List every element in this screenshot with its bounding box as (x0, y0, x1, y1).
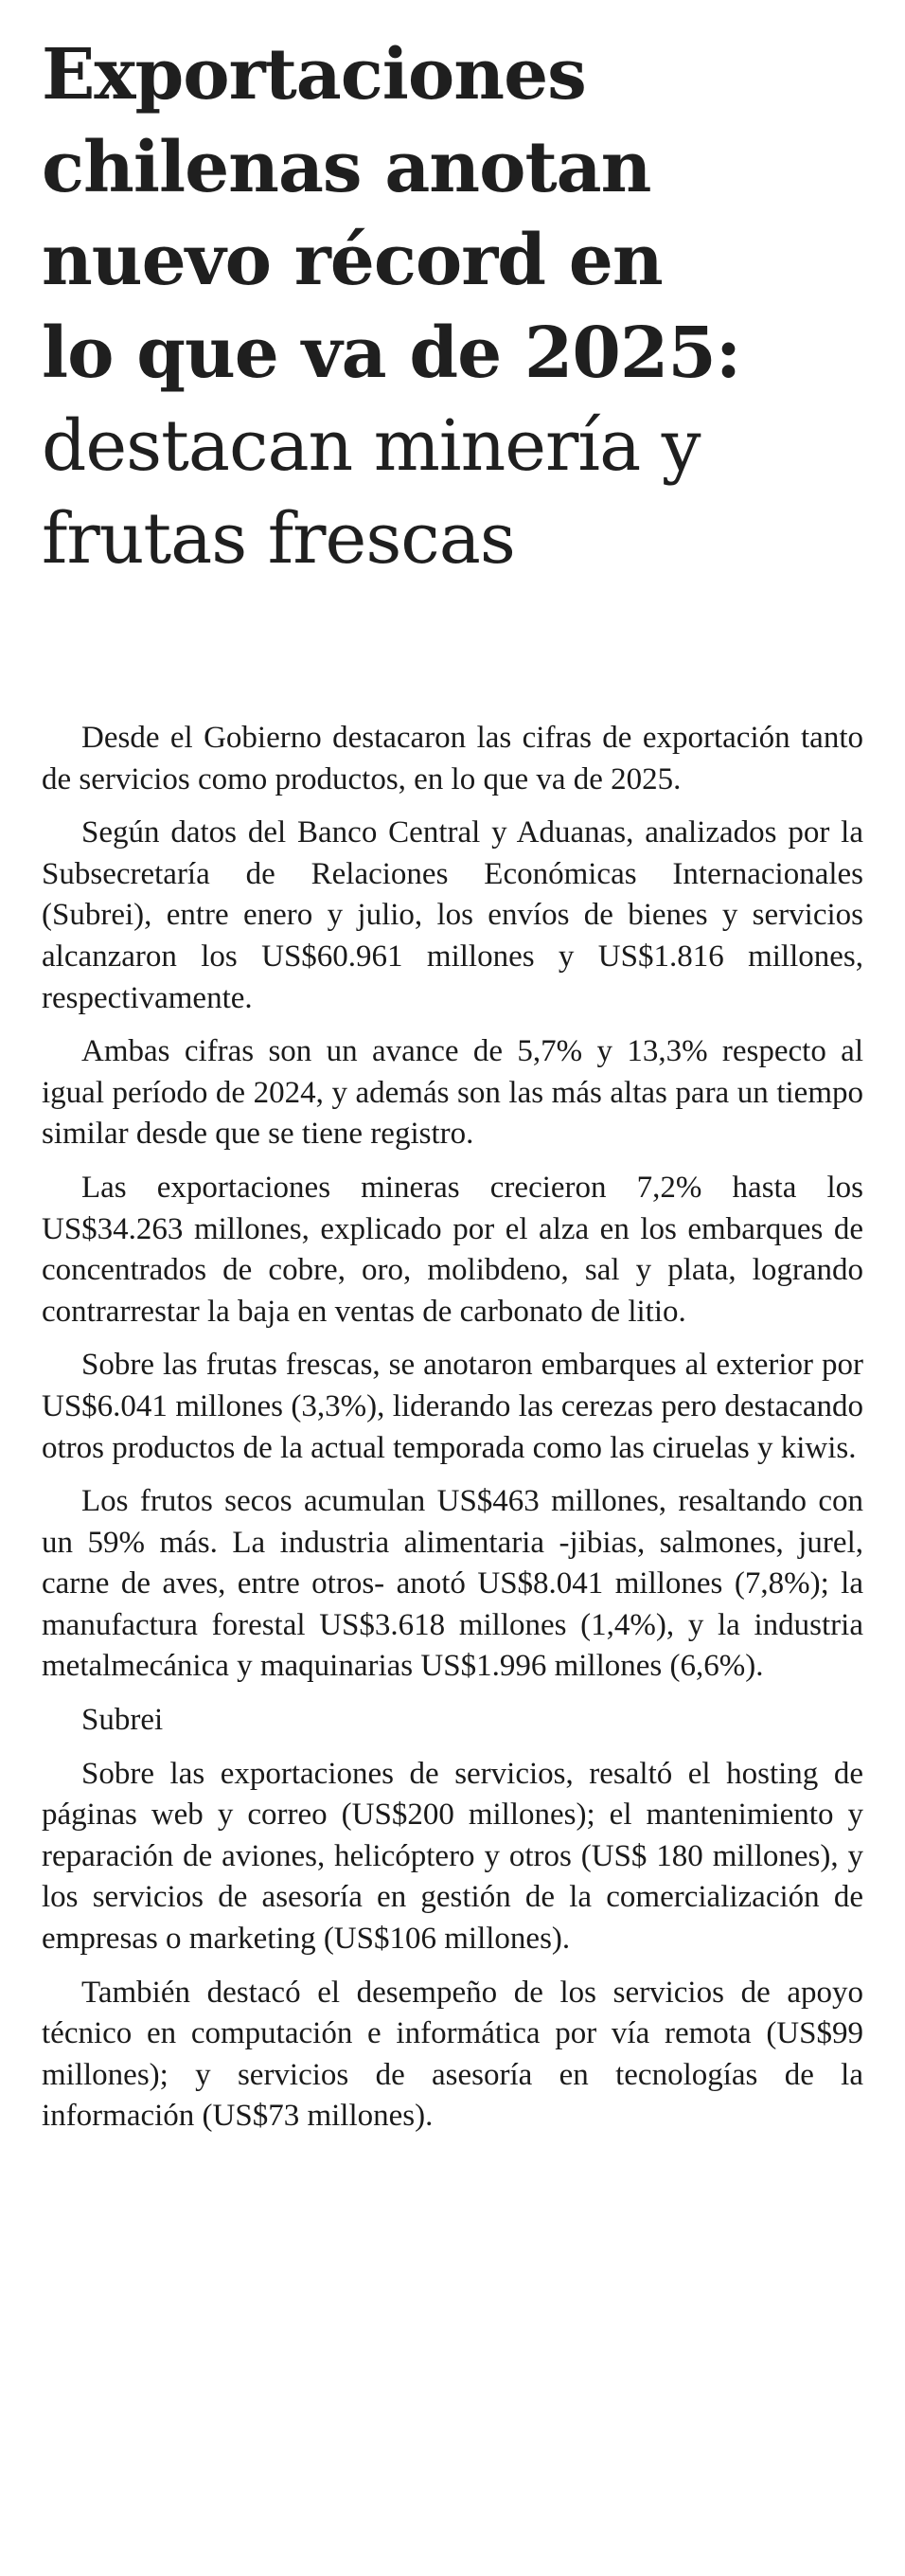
paragraph-source: Subrei (81, 1703, 164, 1738)
paragraph-services: Sobre las exportaciones de servicios, resaltó el hosting de páginas web y correo (US$200 millones); el mantenimiento y reparación de aviones, helicóptero y otros (US$ 180 millones), y los servicios de asesoría en gestión de la comercialización de empresas o marketing (US$106 millones). (42, 1756, 863, 1957)
headline-line: Exportaciones (42, 34, 586, 116)
paragraph-tech-services: También destacó el desempeño de los servicios de apoyo técnico en computación e informática por vía remota (US$99 millones); y servicios de asesoría en tecnologías de la información (US$73 millones). (42, 1975, 863, 2134)
article-body (42, 718, 863, 2150)
paragraph-intro: Desde el Gobierno destacaron las cifras de exportación tanto de servicios como productos, en lo que va de 2025. (42, 721, 863, 796)
headline (42, 28, 875, 585)
headline-line: nuevo récord en (42, 220, 663, 301)
paragraph-mining: Las exportaciones mineras crecieron 7,2% hasta los US$34.263 millones, explicado por el alza en los embarques de concentrados de cobre, oro, molibdeno, sal y plata, logrando contrarrestar la baja en ventas de carbonato de litio. (42, 1170, 863, 1329)
subheadline-line: frutas frescas (42, 498, 515, 580)
paragraph-nuts-industry: Los frutos secos acumulan US$463 millones, resaltando con un 59% más. La industria alimentaria -jibias, salmones, jurel, carne de aves, entre otros- anotó US$8.041 millones (7,8%); la manufactura forestal US$3.618 millones (1,4%), y la industria metalmecánica y maquinarias US$1.996 millones (6,6%). (42, 1484, 863, 1684)
headline-line: chilenas anotan (42, 127, 651, 208)
paragraph-fresh-fruit: Sobre las frutas frescas, se anotaron embarques al exterior por US$6.041 millones (3,3%), liderando las cerezas pero destacando otros productos de la actual temporada como las ciruelas y kiwis. (42, 1348, 863, 1465)
headline-line: lo que va de 2025: (42, 313, 741, 394)
subheadline-line: destacan minería y (42, 405, 701, 487)
paragraph-totals: Según datos del Banco Central y Aduanas, analizados por la Subsecretaría de Relaciones Económicas Internacionales (Subrei), entre enero y julio, los envíos de bienes y servicios alcanzaron los US$60.961 millones y US$1.816 millones, respectivamente. (42, 815, 863, 1015)
paragraph-growth: Ambas cifras son un avance de 5,7% y 13,3% respecto al igual período de 2024, y además son las más altas para un tiempo similar desde que se tiene registro. (42, 1034, 863, 1152)
